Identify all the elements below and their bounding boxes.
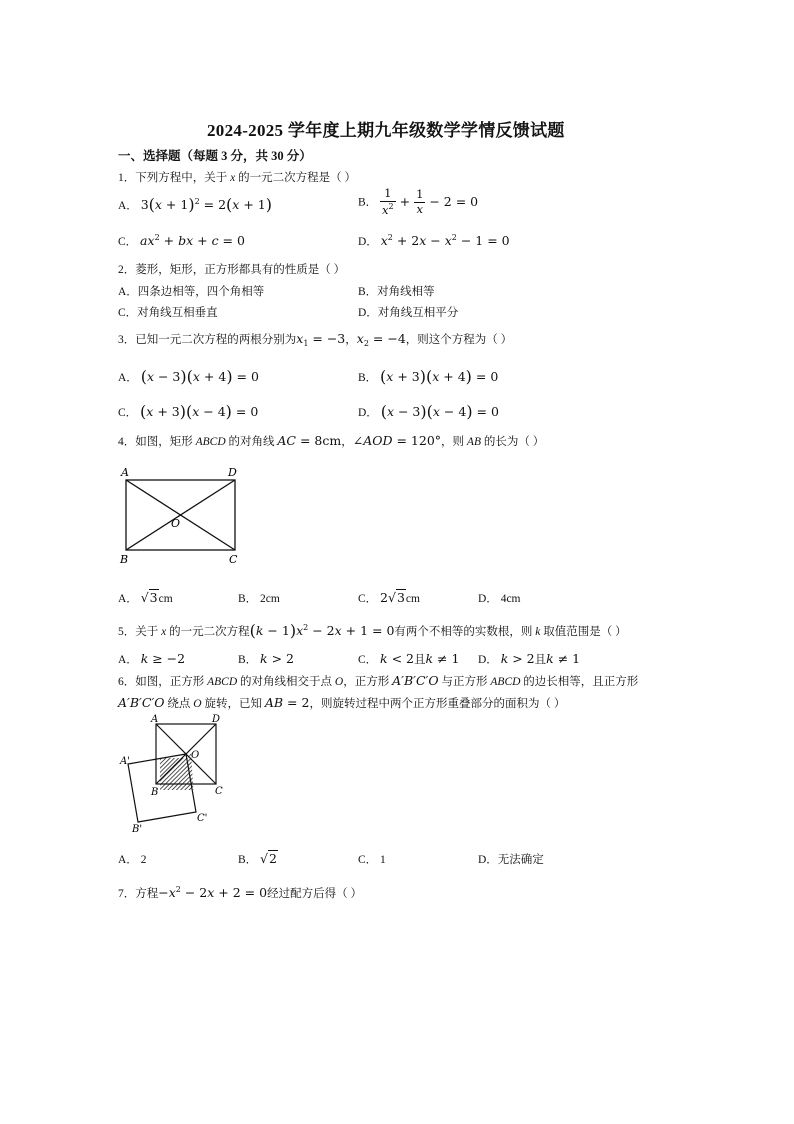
- q6-option-b-label: B．: [238, 854, 258, 866]
- page-title: 2024-2025 学年度上期九年级数学学情反馈试题: [207, 121, 565, 140]
- question-6-stem-line2: [118, 695, 565, 711]
- q1-option-c-formula: $ax^2$ + bx + c = 0: [140, 233, 245, 248]
- q3-root-2: $x_2 = -4$: [356, 331, 406, 348]
- q5-option-d[interactable]: [478, 651, 580, 667]
- q1-option-a-label: A．: [118, 200, 138, 212]
- q6-option-a[interactable]: [118, 851, 146, 867]
- q4-option-d-label: D．: [478, 593, 498, 605]
- q4-label-c: C: [229, 553, 238, 566]
- q5-option-b-label: B．: [238, 654, 258, 666]
- q4-stem-c: ，: [341, 436, 353, 448]
- q5-option-a-label: A．: [118, 654, 138, 666]
- q4-option-b-label: B．: [238, 593, 258, 605]
- section-heading: 一、选择题（每题 3 分，共 30 分）: [118, 149, 312, 163]
- q7-stem-a: 7．方程: [118, 888, 159, 900]
- q4-option-a-unit: cm: [158, 593, 173, 605]
- q3-stem-b: ，: [345, 334, 357, 346]
- question-5-stem: [118, 621, 627, 640]
- q1-option-d[interactable]: [358, 233, 510, 249]
- q5-option-d-label: D．: [478, 654, 498, 666]
- q4-stem-b: 的对角线: [225, 436, 278, 448]
- q1-option-b-label: B．: [358, 196, 378, 209]
- q4-stem-a: 4．如图，矩形: [118, 436, 196, 448]
- q6-square-2-name: A′B′C′O: [392, 673, 439, 688]
- q6-label-c: C: [215, 786, 223, 797]
- q5-option-a[interactable]: [118, 651, 185, 667]
- question-7-stem: [118, 885, 362, 901]
- q4-option-c[interactable]: [358, 590, 420, 606]
- q2-option-d[interactable]: D．对角线互相平分: [358, 307, 459, 319]
- q2-option-a[interactable]: A．四条边相等，四个角相等: [118, 286, 265, 298]
- q6-line1-abcd-2: ABCD: [490, 676, 521, 688]
- q4-option-d-value: 4cm: [500, 593, 521, 605]
- q3-option-a[interactable]: [118, 367, 259, 386]
- q5-stem-k: k: [535, 626, 541, 638]
- q6-option-a-value: 2: [140, 854, 147, 866]
- q5-option-d-and: 且: [534, 654, 547, 666]
- q6-line1-a: 6．如图，正方形: [118, 676, 208, 688]
- q5-option-a-formula: k ≥ −2: [140, 651, 186, 666]
- q5-option-c[interactable]: [358, 651, 459, 667]
- q3-option-c-label: C．: [118, 407, 138, 419]
- q6-option-c[interactable]: [358, 851, 386, 867]
- q3-option-b[interactable]: [358, 367, 498, 386]
- q4-option-a-value: √3: [140, 590, 158, 605]
- question-3-stem: [118, 331, 512, 348]
- q4-option-d[interactable]: [478, 590, 521, 606]
- q6-line2-c: ，则旋转过程中两个正方形重叠部分的面积为（ ）: [309, 698, 566, 710]
- q3-option-b-label: B．: [358, 372, 378, 384]
- q4-option-b-value: 2cm: [260, 593, 280, 605]
- q3-stem-c: ，则这个方程为（ ）: [405, 334, 513, 346]
- q5-stem-c: 有两个不相等的实数根，则: [394, 626, 536, 638]
- q4-label-b: B: [120, 553, 129, 566]
- q2-option-c[interactable]: C．对角线互相垂直: [118, 307, 218, 319]
- q6-label-o: O: [191, 750, 200, 761]
- q6-option-b[interactable]: [238, 851, 278, 867]
- q3-option-d[interactable]: [358, 402, 499, 421]
- q3-option-b-formula: (x + 3)(x + 4) = 0: [380, 367, 499, 386]
- q4-option-a[interactable]: [118, 590, 173, 606]
- q4-option-c-unit: cm: [405, 593, 420, 605]
- q6-label-c-prime: C': [197, 813, 208, 824]
- q5-option-b-formula: k > 2: [260, 651, 294, 666]
- q4-angle-formula: ∠AOD = 120°: [352, 433, 442, 448]
- q6-option-a-label: A．: [118, 854, 138, 866]
- q6-line1-c: ，正方形: [343, 676, 393, 688]
- q5-option-d-formula-1: k > 2: [500, 651, 535, 666]
- q1-stem-var: x: [230, 172, 236, 184]
- q3-option-a-formula: (x − 3)(x + 4) = 0: [140, 367, 259, 386]
- q6-line2-b: 旋转，已知: [201, 698, 265, 710]
- q4-ac-formula: AC = 8cm: [277, 433, 342, 448]
- q4-label-o: O: [171, 517, 181, 530]
- q7-equation: $-x^2 - 2x + 2 = 0$: [158, 885, 268, 900]
- q6-option-d[interactable]: D．无法确定: [478, 854, 544, 866]
- question-1-stem: [118, 169, 356, 185]
- q6-label-a-prime: A': [120, 756, 130, 767]
- q6-label-b: B: [151, 787, 159, 798]
- q4-stem-d: ，则: [441, 436, 467, 448]
- q6-label-a: A: [151, 714, 159, 725]
- q6-line1-b: 的对角线相交于点: [237, 676, 335, 688]
- q3-root-1: $x_1 = -3$: [296, 331, 346, 348]
- q1-option-d-formula: $x^2 + 2x - x^2 - 1 = 0$: [380, 233, 510, 248]
- q5-option-c-label: C．: [358, 654, 378, 666]
- q6-line1-d: 与正方形: [438, 676, 491, 688]
- q5-option-c-formula-1: k < 2: [380, 651, 414, 666]
- q3-stem-a: 3．已知一元二次方程的两根分别为: [118, 334, 297, 346]
- q1-stem-a: 1．下列方程中，关于: [118, 172, 231, 184]
- q4-rectangle-figure: [118, 462, 248, 570]
- q6-label-d: D: [212, 714, 221, 725]
- q6-line1-o: O: [334, 676, 344, 688]
- question-2-stem: 2．菱形，矩形，正方形都具有的性质是（ ）: [118, 264, 346, 276]
- q5-option-c-formula-2: k ≠ 1: [425, 651, 460, 666]
- q2-option-b[interactable]: B．对角线相等: [358, 286, 435, 298]
- q6-option-c-label: C．: [358, 854, 378, 866]
- q4-label-d: D: [228, 466, 237, 479]
- q6-square-2-name-line2: A′B′C′O: [118, 695, 165, 710]
- q6-rotating-squares-figure: [118, 712, 228, 834]
- q5-stem-d: 取值范围是（ ）: [540, 626, 627, 638]
- q5-equation: $(k - 1)x^2 - 2x + 1 = 0$: [249, 621, 395, 640]
- q6-line1-e: 的边长相等，且正方形: [520, 676, 639, 688]
- q4-option-b[interactable]: [238, 590, 280, 606]
- q5-stem-b: 的一元二次方程: [166, 626, 250, 638]
- q1-option-a-formula: $3(x + 1)^2 = 2(x + 1)$: [140, 195, 272, 214]
- q4-stem-ab: AB: [466, 436, 481, 448]
- q1-option-c-label: C．: [118, 236, 138, 248]
- q4-stem-rect: ABCD: [195, 436, 226, 448]
- q6-option-b-value: √2: [260, 851, 277, 866]
- q4-label-a: A: [121, 466, 129, 479]
- q6-label-b-prime: B': [132, 824, 143, 834]
- q4-option-c-value: 2√3: [380, 590, 405, 605]
- q1-option-c[interactable]: [118, 233, 245, 249]
- q5-option-b[interactable]: [238, 651, 294, 667]
- q6-option-c-value: 1: [380, 854, 386, 866]
- q3-option-d-label: D．: [358, 407, 378, 419]
- q6-line2-a: 绕点: [164, 698, 194, 710]
- question-4-stem: [118, 433, 544, 449]
- q5-option-d-formula-2: k ≠ 1: [546, 651, 581, 666]
- q5-option-c-and: 且: [414, 654, 426, 666]
- q4-option-c-label: C．: [358, 593, 378, 605]
- q4-stem-e: 的长为（ ）: [480, 436, 545, 448]
- q1-option-b-formula: $\frac{1}{x^2}$ + $\frac{1}{x}$ − 2 = 0: [382, 186, 479, 217]
- q6-ab-formula: AB = 2: [264, 695, 310, 710]
- q6-line1-abcd: ABCD: [207, 676, 238, 688]
- q3-option-a-label: A．: [118, 372, 138, 384]
- q1-stem-b: 的一元二次方程是（ ）: [235, 172, 356, 184]
- q3-option-d-formula: (x − 3)(x − 4) = 0: [380, 402, 499, 421]
- q3-option-c-formula: (x + 3)(x − 4) = 0: [140, 402, 259, 421]
- q1-option-b[interactable]: [358, 188, 478, 216]
- q6-line2-o: O: [193, 698, 202, 710]
- q1-option-d-label: D．: [358, 236, 378, 248]
- q7-stem-b: 经过配方后得（ ）: [267, 888, 362, 900]
- q5-stem-var: x: [161, 626, 167, 638]
- q4-option-a-label: A．: [118, 593, 138, 605]
- q3-option-c[interactable]: [118, 402, 258, 421]
- q1-option-a[interactable]: [118, 195, 272, 214]
- q5-stem-a: 5．关于: [118, 626, 162, 638]
- question-6-stem-line1: [118, 673, 638, 689]
